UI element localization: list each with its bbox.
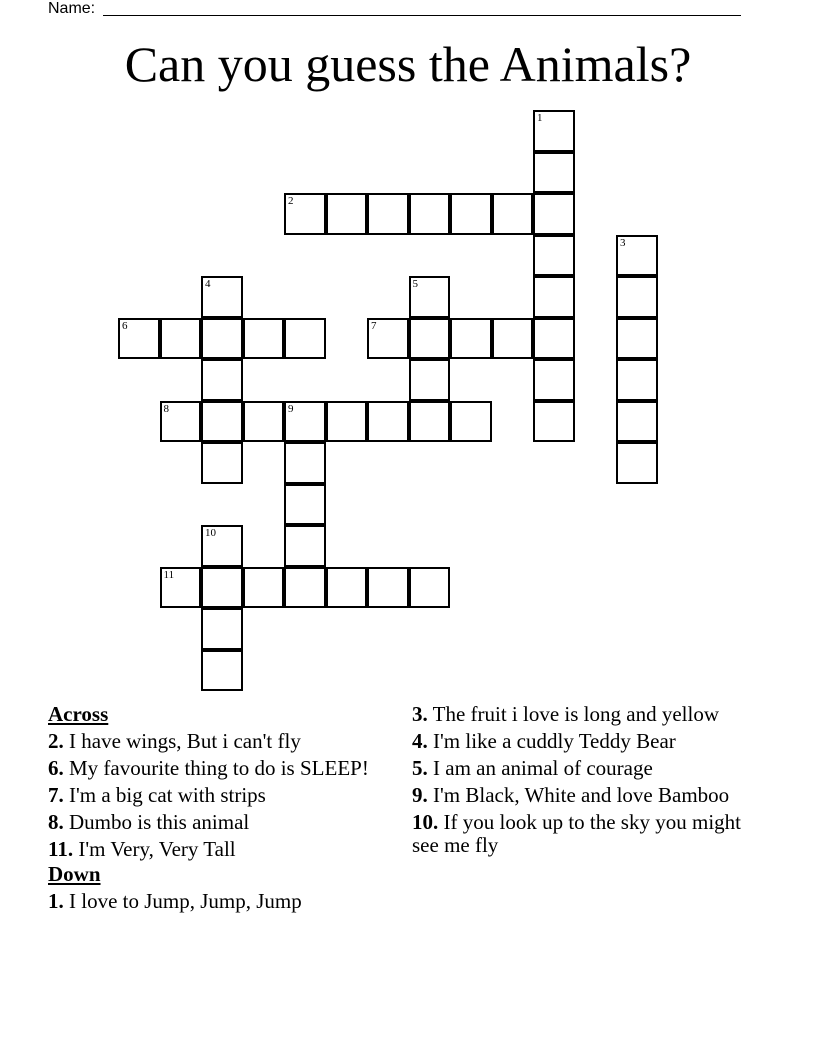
crossword-cell[interactable]	[284, 193, 326, 235]
cell-number: 9	[288, 402, 294, 415]
crossword-cell[interactable]	[284, 525, 326, 567]
crossword-cell[interactable]	[201, 401, 243, 443]
clue-across-11	[48, 838, 393, 861]
clue-number: 9.	[412, 783, 428, 807]
crossword-cell[interactable]	[533, 193, 575, 235]
clue-text: I love to Jump, Jump, Jump	[69, 889, 302, 913]
crossword-cell[interactable]	[409, 193, 451, 235]
crossword-cell[interactable]	[284, 442, 326, 484]
crossword-cell[interactable]	[160, 567, 202, 609]
crossword-cell[interactable]	[533, 276, 575, 318]
crossword-cell[interactable]	[284, 567, 326, 609]
clue-text: I'm Very, Very Tall	[78, 837, 236, 861]
crossword-cell[interactable]	[409, 359, 451, 401]
clue-number: 6.	[48, 756, 64, 780]
crossword-cell[interactable]	[118, 318, 160, 360]
clue-down-4	[412, 730, 757, 753]
clue-text: If you look up to the sky you might see me fly	[412, 810, 741, 857]
crossword-cell[interactable]	[450, 318, 492, 360]
clues-right-column	[412, 703, 757, 861]
crossword-cell[interactable]	[367, 401, 409, 443]
clue-across-2	[48, 730, 393, 753]
crossword-cell[interactable]	[616, 276, 658, 318]
crossword-cell[interactable]	[243, 318, 285, 360]
clues-section	[0, 703, 816, 1043]
clue-across-6	[48, 757, 393, 780]
crossword-cell[interactable]	[201, 359, 243, 401]
crossword-cell[interactable]	[367, 567, 409, 609]
down-heading: Down	[48, 862, 101, 886]
crossword-cell[interactable]	[533, 318, 575, 360]
clue-down-9	[412, 784, 757, 807]
crossword-cell[interactable]	[284, 401, 326, 443]
clue-number: 5.	[412, 756, 428, 780]
cell-number: 2	[288, 195, 294, 207]
crossword-cell[interactable]	[367, 193, 409, 235]
clue-text: The fruit i love is long and yellow	[432, 702, 719, 726]
crossword-cell[interactable]	[284, 318, 326, 360]
clue-down-5	[412, 757, 757, 780]
crossword-cell[interactable]	[492, 193, 534, 235]
crossword-cell[interactable]	[533, 110, 575, 152]
clue-number: 11.	[48, 837, 74, 861]
crossword-cell[interactable]	[201, 650, 243, 692]
cell-number: 3	[620, 236, 626, 249]
clue-text: I'm like a cuddly Teddy Bear	[433, 729, 676, 753]
crossword-cell[interactable]	[284, 484, 326, 526]
crossword-cell[interactable]	[533, 359, 575, 401]
crossword-cell[interactable]	[367, 318, 409, 360]
clue-number: 1.	[48, 889, 64, 913]
clue-text: Dumbo is this animal	[69, 810, 250, 834]
crossword-cell[interactable]	[160, 401, 202, 443]
crossword-cell[interactable]	[160, 318, 202, 360]
name-label: Name:	[48, 0, 96, 17]
clues-left-column	[48, 703, 393, 917]
crossword-cell[interactable]	[243, 567, 285, 609]
clue-text: I'm a big cat with strips	[69, 783, 266, 807]
crossword-cell[interactable]	[201, 276, 243, 318]
crossword-cell[interactable]	[326, 401, 368, 443]
crossword-cell[interactable]	[409, 318, 451, 360]
crossword-cell[interactable]	[409, 401, 451, 443]
crossword-cell[interactable]	[201, 567, 243, 609]
crossword-cell[interactable]	[616, 401, 658, 443]
clue-down-10	[412, 811, 757, 857]
crossword-cell[interactable]	[533, 235, 575, 277]
crossword-cell[interactable]	[326, 567, 368, 609]
clue-number: 7.	[48, 783, 64, 807]
clue-text: I have wings, But i can't fly	[69, 729, 301, 753]
crossword-cell[interactable]	[616, 318, 658, 360]
clue-number: 10.	[412, 810, 439, 834]
clue-down-3	[412, 703, 757, 726]
cell-number: 5	[412, 278, 418, 290]
crossword-cell[interactable]	[533, 401, 575, 443]
across-heading: Across	[48, 702, 109, 726]
page-title: Can you guess the Animals?	[124, 36, 692, 92]
crossword-cell[interactable]	[450, 401, 492, 443]
cell-number: 1	[537, 112, 543, 124]
crossword-cell[interactable]	[616, 442, 658, 484]
cell-number: 8	[163, 402, 169, 415]
clue-number: 8.	[48, 810, 64, 834]
crossword-cell[interactable]	[616, 235, 658, 277]
crossword-cell[interactable]	[616, 359, 658, 401]
crossword-cell[interactable]	[409, 276, 451, 318]
clue-number: 4.	[412, 729, 428, 753]
crossword-cell[interactable]	[326, 193, 368, 235]
crossword-cell[interactable]	[201, 525, 243, 567]
clue-across-7	[48, 784, 393, 807]
crossword-cell[interactable]	[409, 567, 451, 609]
crossword-cell[interactable]	[533, 152, 575, 194]
clue-text: I'm Black, White and love Bamboo	[433, 783, 730, 807]
clue-text: My favourite thing to do is SLEEP!	[69, 756, 369, 780]
crossword-cell[interactable]	[243, 401, 285, 443]
crossword-cell[interactable]	[450, 193, 492, 235]
clue-number: 3.	[412, 702, 428, 726]
crossword-cell[interactable]	[201, 608, 243, 650]
cell-number: 10	[205, 527, 216, 539]
cell-number: 6	[122, 319, 128, 332]
crossword-cell[interactable]	[201, 442, 243, 484]
clue-number: 2.	[48, 729, 64, 753]
cell-number: 4	[205, 278, 211, 290]
cell-number: 11	[163, 568, 175, 581]
crossword-cell[interactable]	[201, 318, 243, 360]
crossword-cell[interactable]	[492, 318, 534, 360]
cell-number: 7	[371, 319, 377, 332]
clue-across-8	[48, 811, 393, 834]
clue-down-1	[48, 890, 393, 913]
clue-text: I am an animal of courage	[433, 756, 653, 780]
